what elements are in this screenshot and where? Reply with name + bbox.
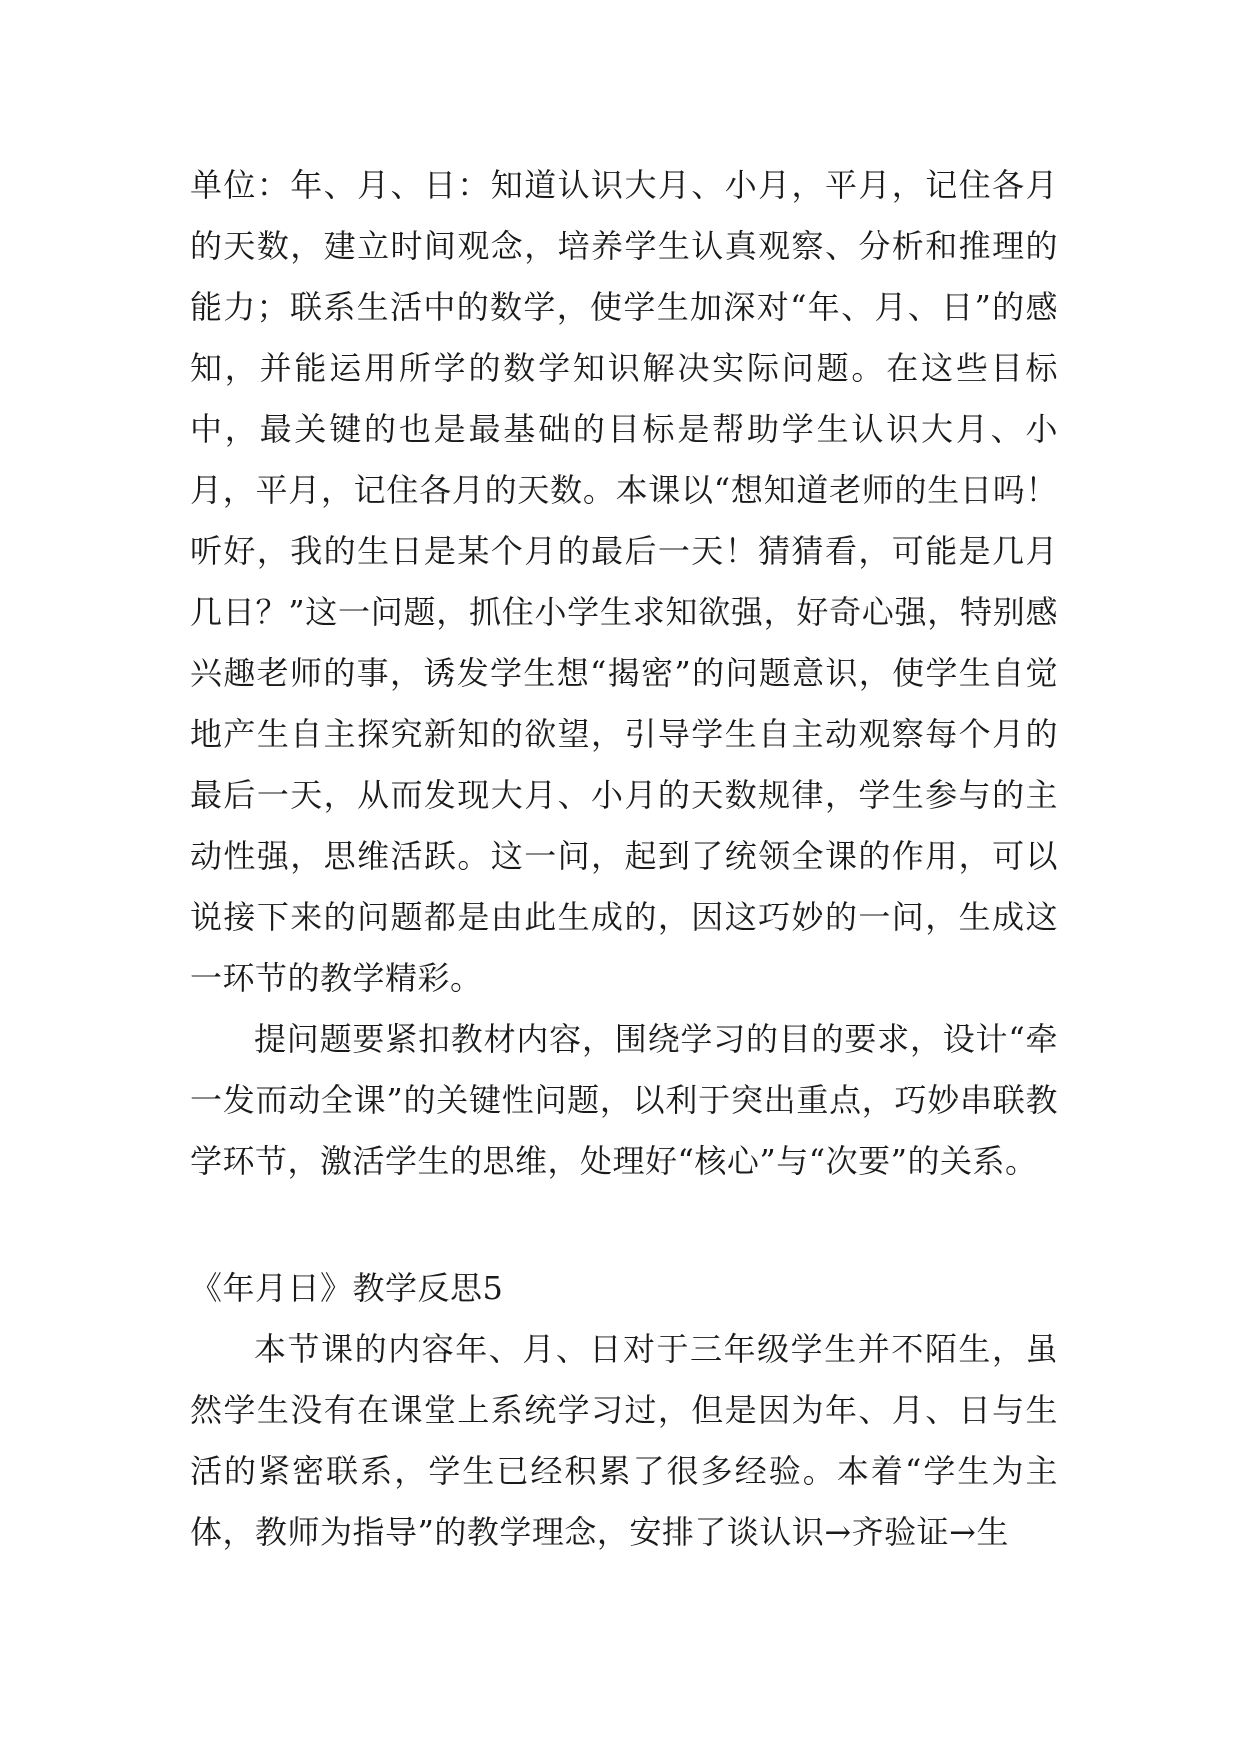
section-title: 《年月日》教学反思5 xyxy=(190,1269,504,1307)
paragraph-goals: 单位：年、月、日：知道认识大月、小月，平月，记住各月的天数，建立时间观念，培养学生认真观察、分析和推理的能力；联系生活中的数学，使学生加深对“年、月、日”的感知，并能运用所学的数学知识解决实际问题。在这些目标中，最关键的也是最基础的目标是帮助学生认识大月、小月，平月，记住各月的天数。本课以“想知道老师的生日吗！听好，我的生日是某个月的最后一天！猜猜看，可能是几月几日？”这一问题，抓住小学生求知欲强，好奇心强，特别感兴趣老师的事，诱发学生想“揭密”的问题意识，使学生自觉地产生自主探究新知的欲望，引导学生自主动观察每个月的最后一天，从而发现大月、小月的天数规律，学生参与的主动性强，思维活跃。这一问，起到了统领全课的作用，可以说接下来的问题都是由此生成的，因这巧妙的一问，生成这一环节的教学精彩。 xyxy=(190,166,1058,997)
paragraph-questioning: 提问题要紧扣教材内容，围绕学习的目的要求，设计“牵一发而动全课”的关键性问题，以利于突出重点，巧妙串联教学环节，激活学生的思维，处理好“核心”与“次要”的关系。 xyxy=(190,1020,1058,1180)
paragraph-lesson-content: 本节课的内容年、月、日对于三年级学生并不陌生，虽然学生没有在课堂上系统学习过，但是因为年、月、日与生活的紧密联系，学生已经积累了很多经验。本着“学生为主体，教师为指导”的教学理念，安排了谈认识→齐验证→生 xyxy=(190,1330,1058,1551)
document-page xyxy=(190,155,1058,1563)
